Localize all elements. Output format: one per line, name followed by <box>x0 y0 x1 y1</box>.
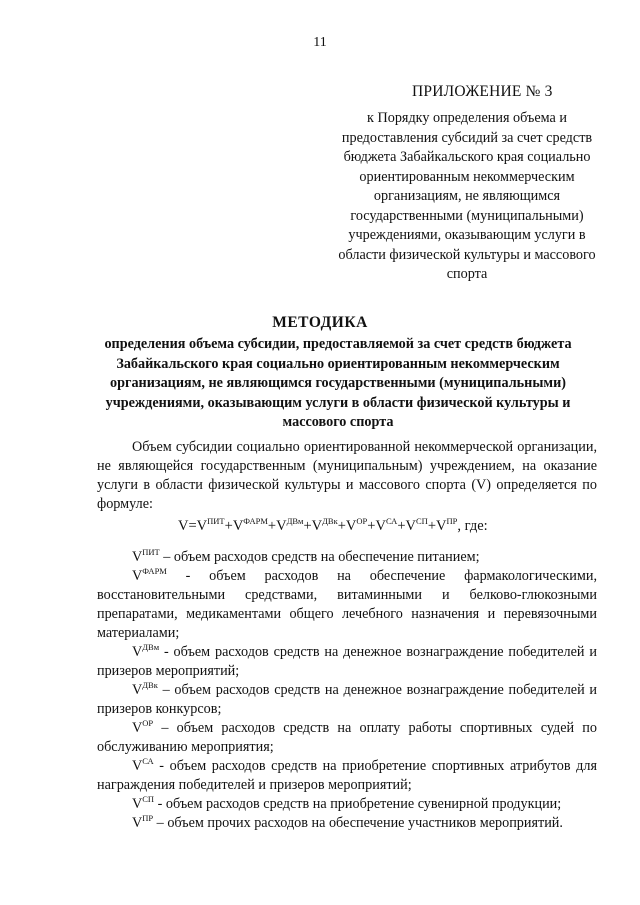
formula-term: $V^{СА}$ <box>375 516 398 534</box>
formula-suffix: , где: <box>457 518 488 534</box>
formula-term: $V^{ОР}$ <box>345 516 368 534</box>
appendix-title: ПРИЛОЖЕНИЕ № 3 <box>412 83 553 100</box>
definition-item: $V^{ДВк}$ – объем расходов средств на денежное вознаграждение победителей и призеров конкурсов; <box>97 680 597 717</box>
definition-item: $V^{ФАРМ}$ - объем расходов на обеспечение фармакологическими, восстановительными средствами, витаминными и белково-глюкозными препаратами, медикаментами общего лечебного назначения и перевязочными материалами; <box>97 566 597 641</box>
document-title: МЕТОДИКА <box>272 314 368 331</box>
formula-term: $V^{ДВм}$ <box>276 516 304 534</box>
definition-item: $V^{ПИТ}$ – объем расходов средств на обеспечение питанием; <box>132 547 480 565</box>
page-number: 11 <box>313 35 327 50</box>
formula-term: $V^{ДВк}$ <box>311 516 338 534</box>
intro-paragraph: Объем субсидии социально ориентированной некоммерческой организации, не являющейся государственным (муниципальным) учреждением, на оказание услуги в области физической культуры и массового спорта (V) определяется по формуле: <box>97 439 597 512</box>
formula-term: $V^{ФАРМ}$ <box>232 516 268 534</box>
appendix-reference: к Порядку определения объема и предоставления субсидий за счет средств бюджета Забайкальского края социально ориентированным некоммерческим организациям, не являющимся государственными (муниципальными) учреждениями, оказывающим услуги в области физической культуры и массового спорта <box>338 110 596 282</box>
definitions-list <box>97 548 597 833</box>
definition-item: $V^{ПР}$ – объем прочих расходов на обеспечение участников мероприятий. <box>132 813 563 831</box>
formula-term: $V^{ПР}$ <box>436 516 458 534</box>
document-subtitle: определения объема субсидии, предоставляемой за счет средств бюджета Забайкальского края социально ориентированным некоммерческим организациям, не являющимся государственными (муниципальными) учреждениями, оказывающим услуги в области физической культуры и массового спорта <box>104 336 572 431</box>
definition-item: $V^{СП}$ - объем расходов средств на приобретение сувенирной продукции; <box>132 794 562 812</box>
formula-term: $V^{ПИТ}$ <box>196 516 225 534</box>
formula: $V=V^{ПИТ}+V^{ФАРМ}+V^{ДВм}+V^{ДВк}+V^{ОР}+V^{СА}+V^{СП}+V^{ПР}$, где: <box>178 516 488 534</box>
definition-item: $V^{СА}$ - объем расходов средств на приобретение спортивных атрибутов для награждения победителей и призеров мероприятий; <box>97 756 597 793</box>
definition-item: $V^{ОР}$ – объем расходов средств на оплату работы спортивных судей по обслуживанию мероприятия; <box>97 718 597 755</box>
formula-lhs: V= <box>178 518 197 534</box>
definition-item: $V^{ДВм}$ - объем расходов средств на денежное вознаграждение победителей и призеров мероприятий; <box>97 642 597 679</box>
formula-term: $V^{СП}$ <box>405 516 428 534</box>
